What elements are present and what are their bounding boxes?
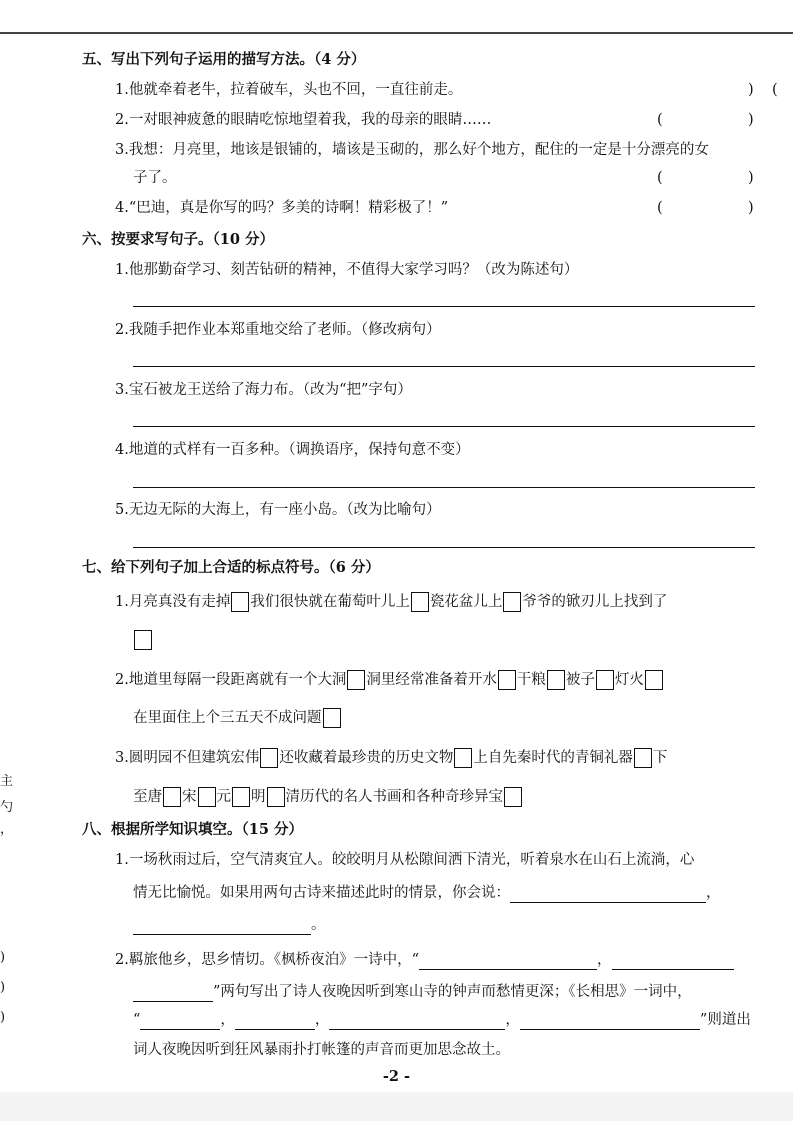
quote-open: “ (133, 1012, 141, 1028)
comma: ， (706, 885, 721, 901)
answer-blank[interactable] (520, 1013, 700, 1030)
answer-blank[interactable] (510, 886, 706, 903)
punctuation-box[interactable] (231, 592, 249, 612)
s5-item-2: 2.一对眼神疲惫的眼睛吃惊地望着我，我的母亲的眼睛…… (115, 112, 492, 128)
s5-item-3-cont: 子了。 (133, 170, 177, 186)
answer-line[interactable] (133, 426, 755, 427)
q2-text: ”两句写出了诗人夜晚因听到寒山寺的钟声而愁情更深；《长相思》一词中， (213, 984, 692, 1000)
s8-q1-line3 (133, 915, 326, 935)
punctuation-box[interactable] (645, 670, 663, 690)
s6-item-4: 4.地道的式样有一百多种。（调换语序，保持句意不变） (115, 442, 470, 458)
s5-item-1 (115, 80, 778, 100)
sentence-segment: 1.月亮真没有走掉 (115, 594, 231, 610)
answer-paren-close: ) (748, 112, 754, 128)
answer-blank[interactable] (133, 918, 311, 935)
section-8-title: 八、根据所学知识填空。（15 分） (82, 821, 303, 838)
s6-item-5: 5.无边无际的大海上，有一座小岛。（改为比喻句） (115, 502, 441, 518)
s7-line (133, 630, 153, 650)
s6-item-2: 2.我随手把作业本郑重地交给了老师。（修改病句） (115, 322, 441, 338)
answer-paren-close: ) (748, 200, 754, 216)
sentence-segment: 洞里经常准备着开水 (366, 672, 497, 688)
sentence-segment: 宋 (182, 789, 197, 805)
s5-item-4: 4.“巴迪，真是你写的吗？多美的诗啊！精彩极了！” (115, 200, 449, 216)
answer-line[interactable] (133, 487, 755, 488)
s8-q2-line3 (133, 1010, 751, 1030)
answer-paren-open[interactable]: ( (772, 82, 778, 98)
punctuation-box[interactable] (454, 748, 472, 768)
edge-fragment: ) (0, 1010, 6, 1025)
sentence-segment: 元 (216, 789, 231, 805)
sentence-segment: 瓷花盆儿上 (429, 594, 503, 610)
punctuation-box[interactable] (323, 708, 341, 728)
edge-fragment: 主 (0, 774, 14, 789)
s7-line (133, 787, 523, 807)
section-6-title: 六、按要求写句子。（10 分） (82, 231, 274, 248)
top-divider (0, 32, 793, 34)
section-7-title: 七、给下列句子加上合适的标点符号。（6 分） (82, 559, 380, 576)
s7-line (115, 592, 667, 612)
page-number: -2 - (382, 1068, 411, 1085)
answer-paren-open[interactable]: ( (657, 200, 663, 216)
answer-line[interactable] (133, 547, 755, 548)
q1-text: 情无比愉悦。如果用两句古诗来描述此时的情景，你会说： (133, 885, 510, 901)
sentence-segment: 干粮 (516, 672, 546, 688)
s8-q2-line4: 词人夜晚因听到狂风暴雨扑打帐篷的声音而更加思念故土。 (133, 1042, 510, 1058)
sentence-segment: 明 (251, 789, 266, 805)
sentence-segment: 在里面住上个三五天不成问题 (133, 710, 322, 726)
answer-blank[interactable] (140, 1013, 220, 1030)
sentence-segment: 下 (652, 750, 668, 766)
punctuation-box[interactable] (232, 787, 250, 807)
answer-line[interactable] (133, 366, 755, 367)
sentence-segment: 3.圆明园不但建筑宏伟 (115, 750, 260, 766)
sentence-segment: 灯火 (614, 672, 644, 688)
sentence-segment: 爷爷的锨刃儿上找到了 (522, 594, 668, 610)
edge-fragment: ) (0, 950, 6, 965)
s7-line (115, 748, 667, 768)
s6-item-3: 3.宝石被龙王送给了海力布。（改为“把”字句） (115, 382, 412, 398)
s7-line (133, 708, 342, 728)
answer-paren-close: ) (748, 170, 754, 186)
edge-fragment: 勺 (0, 800, 14, 815)
punctuation-box[interactable] (260, 748, 278, 768)
answer-blank[interactable] (612, 953, 734, 970)
punctuation-box[interactable] (163, 787, 181, 807)
s8-q2-line2 (133, 982, 692, 1002)
sentence-segment: 被子 (565, 672, 595, 688)
punctuation-box[interactable] (198, 787, 216, 807)
answer-line[interactable] (133, 306, 755, 307)
answer-paren-open[interactable]: ( (657, 170, 663, 186)
sentence-segment: 至唐 (133, 789, 162, 805)
answer-blank[interactable] (133, 985, 213, 1002)
answer-blank[interactable] (329, 1013, 505, 1030)
q2-text: 2.羁旅他乡，思乡情切。《枫桥夜泊》一诗中，“ (115, 952, 419, 968)
punctuation-box[interactable] (503, 592, 521, 612)
s8-q2-line1 (115, 950, 734, 970)
punctuation-box[interactable] (504, 787, 522, 807)
s8-q1-line1: 1.一场秋雨过后，空气清爽宜人。皎皎明月从松隙间洒下清光，听着泉水在山石上流淌，心 (115, 852, 695, 868)
s6-item-1: 1.他那勤奋学习、刻苦钻研的精神，不值得大家学习吗？（改为陈述句） (115, 262, 579, 278)
section-5-title: 五、写出下列句子运用的描写方法。（4 分） (82, 51, 366, 68)
comma: ， (505, 1012, 520, 1028)
answer-paren-open[interactable]: ( (657, 112, 663, 128)
answer-paren-close: ) (748, 82, 754, 98)
punctuation-box[interactable] (134, 630, 152, 650)
sentence-segment: 2.地道里每隔一段距离就有一个大洞 (115, 672, 347, 688)
comma: ， (597, 952, 612, 968)
edge-fragment: ) (0, 980, 6, 995)
answer-blank[interactable] (235, 1013, 315, 1030)
period: 。 (311, 917, 326, 933)
punctuation-box[interactable] (498, 670, 516, 690)
s7-line (115, 670, 664, 690)
punctuation-box[interactable] (411, 592, 429, 612)
punctuation-box[interactable] (347, 670, 365, 690)
sentence-segment: 上自先秦时代的青铜礼器 (473, 750, 633, 766)
sentence-segment: 还收藏着最珍贵的历史文物 (279, 750, 454, 766)
comma: ， (314, 1012, 330, 1028)
s5-item-3: 3.我想：月亮里，地该是银铺的，墙该是玉砌的，那么好个地方，配住的一定是十分漂亮的女 (115, 142, 709, 158)
sentence-segment: 清历代的名人书画和各种奇珍异宝 (285, 789, 503, 805)
page-bottom-margin (0, 1092, 793, 1121)
item-text: 1.他就牵着老牛，拉着破车，头也不回，一直往前走。 (115, 82, 463, 98)
sentence-segment: 我们很快就在葡萄叶儿上 (250, 594, 410, 610)
punctuation-box[interactable] (267, 787, 285, 807)
punctuation-box[interactable] (596, 670, 614, 690)
answer-blank[interactable] (419, 953, 597, 970)
comma: ， (220, 1012, 235, 1028)
q2-text: ”则道出 (699, 1012, 751, 1028)
punctuation-box[interactable] (634, 748, 652, 768)
edge-fragment: ， (0, 822, 14, 837)
punctuation-box[interactable] (547, 670, 565, 690)
s8-q1-line2 (133, 883, 721, 903)
